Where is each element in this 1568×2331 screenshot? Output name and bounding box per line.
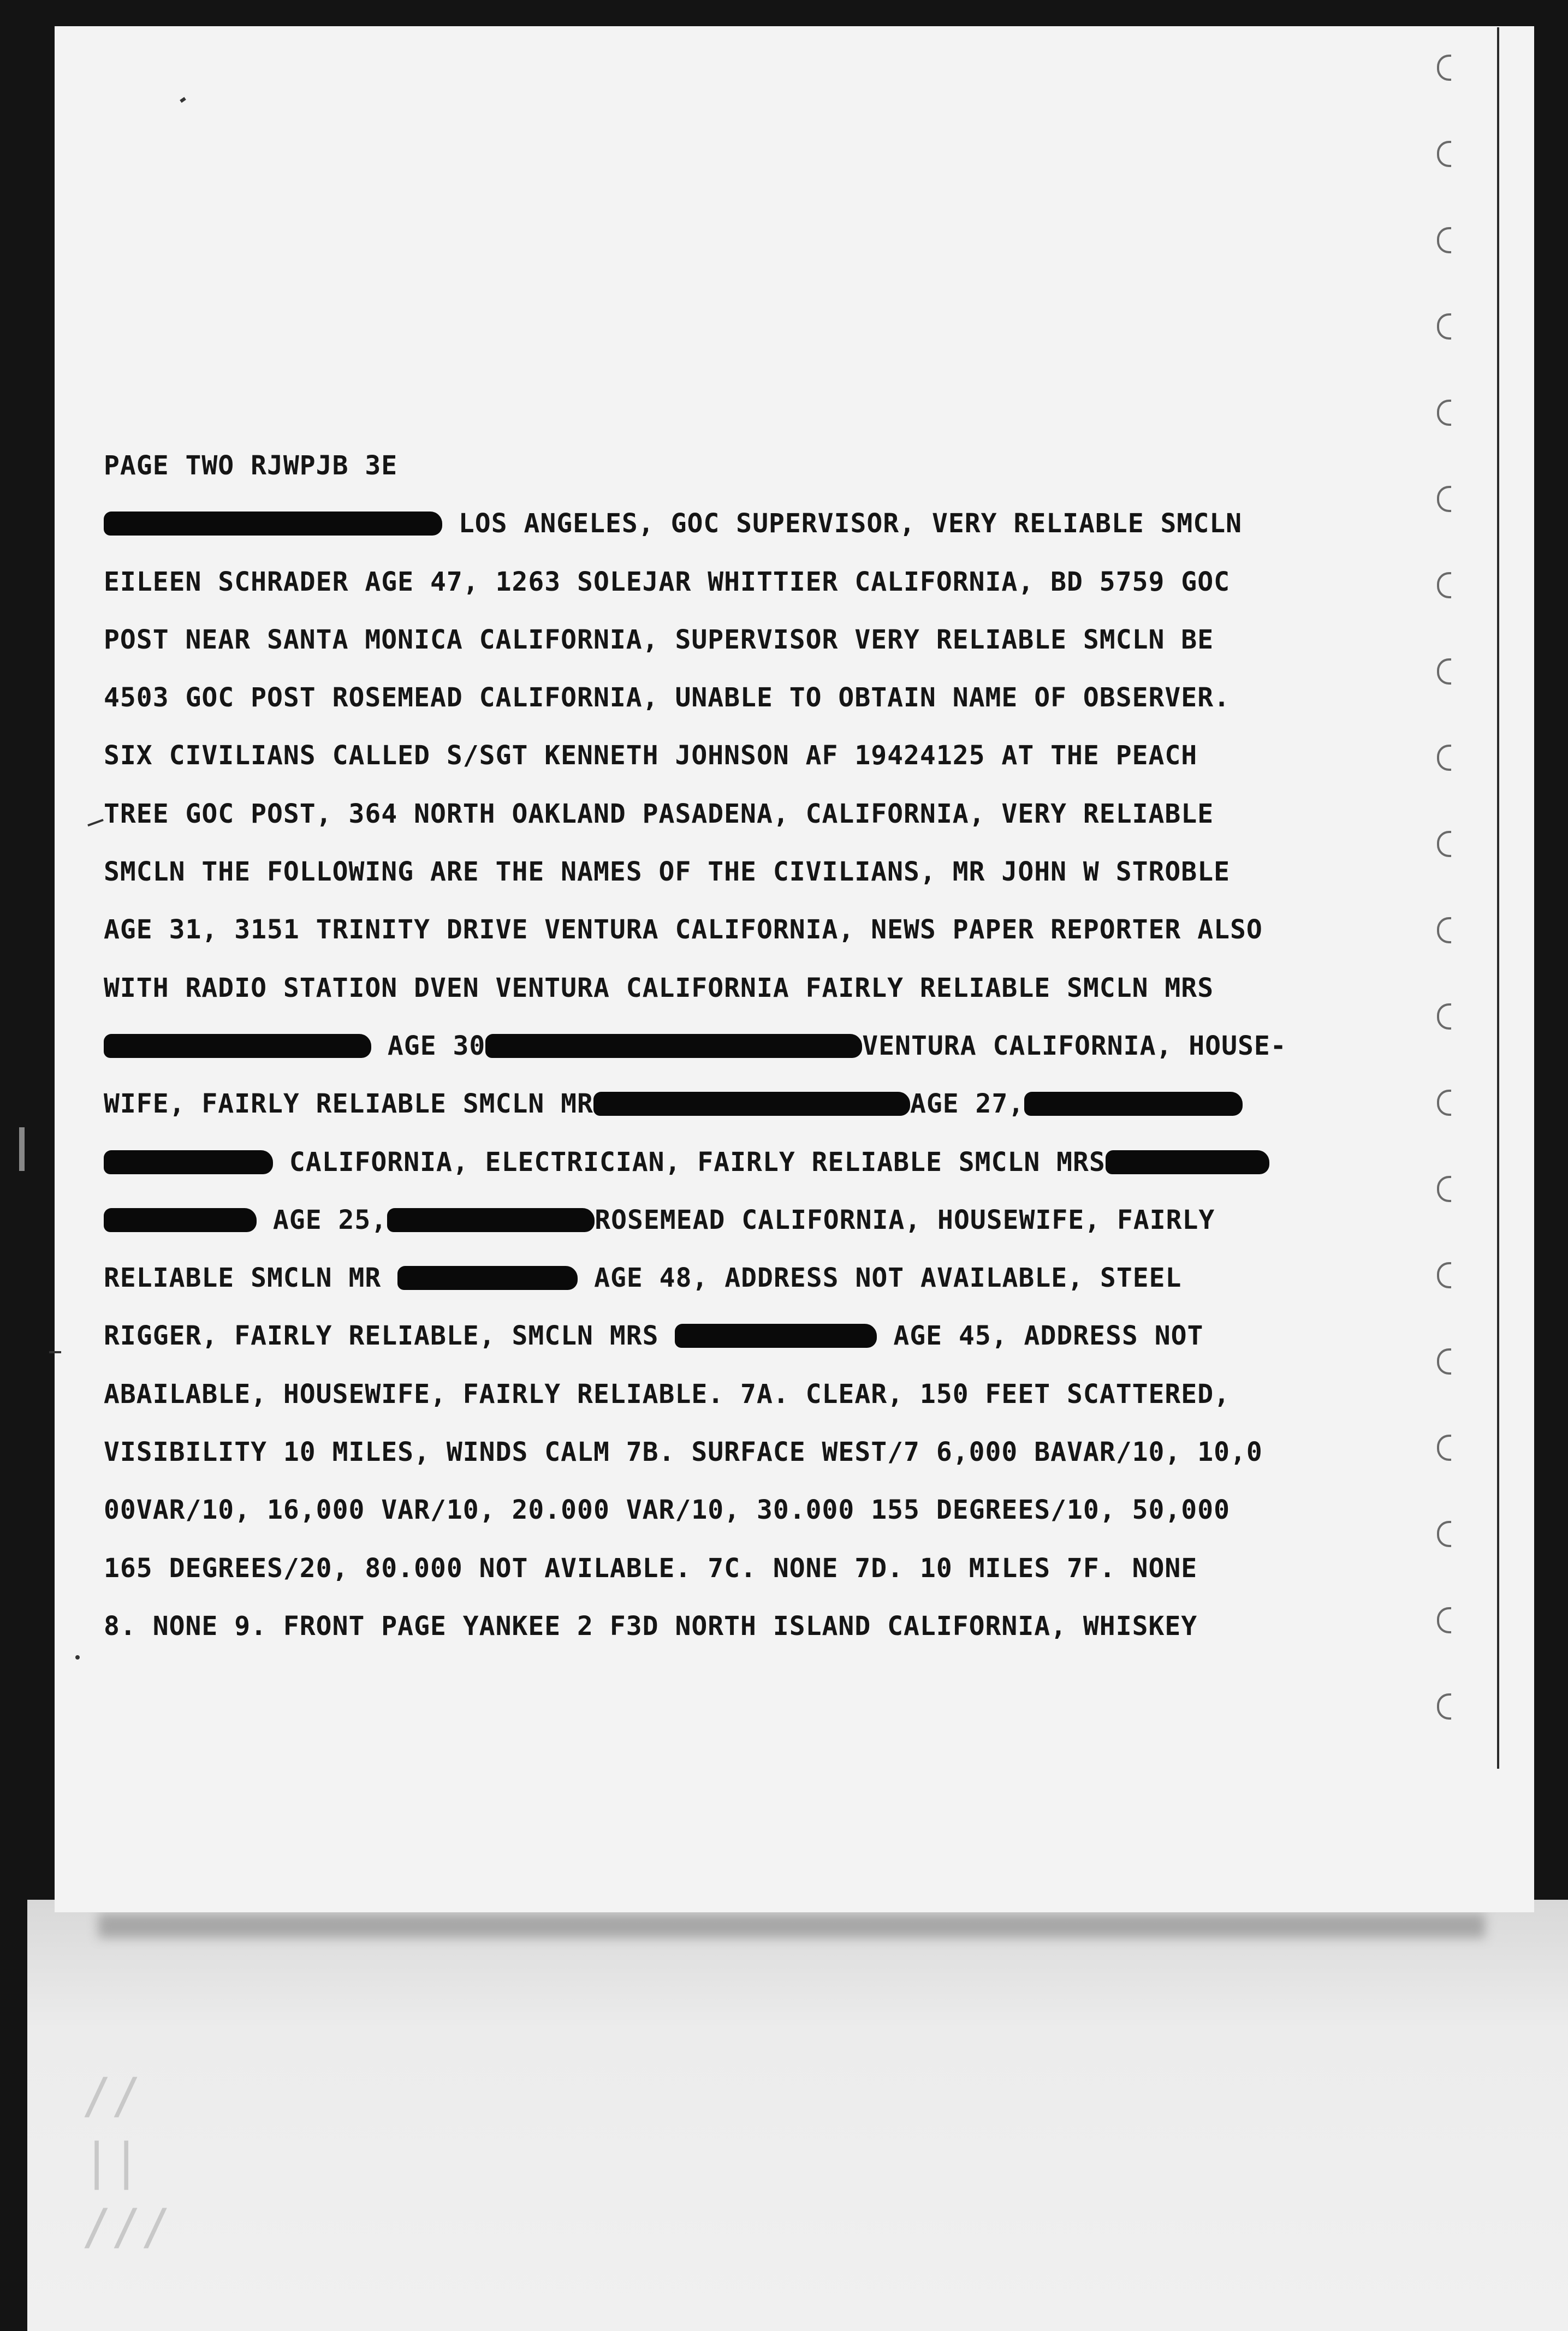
redaction-block (593, 1092, 910, 1116)
text-line (104, 1307, 1425, 1365)
sprocket-hole (1437, 658, 1451, 685)
teletype-body (104, 437, 1425, 1655)
page-edge-rule (1497, 27, 1499, 1769)
line-text: EILEEN SCHRADER AGE 47, 1263 SOLEJAR WHITTIER CALIFORNIA, BD 5759 GOC (104, 566, 1230, 597)
redaction-block (1024, 1092, 1243, 1116)
redaction-block (387, 1208, 595, 1232)
text-line (104, 959, 1425, 1017)
sprocket-hole (1437, 1521, 1451, 1547)
line-text: AGE 30 (371, 1030, 486, 1061)
text-line (104, 611, 1425, 669)
sprocket-hole (1437, 1003, 1451, 1030)
line-text: 00VAR/10, 16,000 VAR/10, 20.000 VAR/10, 30.000 155 DEGREES/10, 50,000 (104, 1495, 1230, 1526)
text-line (104, 1597, 1425, 1655)
line-text: 4503 GOC POST ROSEMEAD CALIFORNIA, UNABLE TO OBTAIN NAME OF OBSERVER. (104, 682, 1230, 713)
line-text: RIGGER, FAIRLY RELIABLE, SMCLN MRS (104, 1321, 675, 1352)
body-lines (104, 495, 1425, 1655)
stray-mark (19, 1127, 25, 1171)
redaction-block (1106, 1150, 1269, 1174)
text-line (104, 495, 1425, 552)
redaction-block (104, 1208, 257, 1232)
text-line (104, 669, 1425, 727)
text-line (104, 1249, 1425, 1307)
text-line (104, 901, 1425, 959)
text-line (104, 1423, 1425, 1481)
line-text: VENTURA CALIFORNIA, HOUSE- (862, 1030, 1287, 1061)
text-line (104, 785, 1425, 843)
text-line (104, 1075, 1425, 1133)
text-line (104, 1481, 1425, 1539)
text-line (104, 1133, 1425, 1191)
line-text: WIFE, FAIRLY RELIABLE SMCLN MR (104, 1089, 593, 1120)
text-line (104, 1017, 1425, 1075)
text-line (104, 1191, 1425, 1249)
sprocket-hole (1437, 1693, 1451, 1720)
text-line (104, 843, 1425, 901)
sprocket-hole (1437, 1607, 1451, 1633)
line-text: AGE 45, ADDRESS NOT (877, 1321, 1204, 1352)
line-text: TREE GOC POST, 364 NORTH OAKLAND PASADENA, CALIFORNIA, VERY RELIABLE (104, 798, 1214, 829)
sprocket-hole (1437, 1090, 1451, 1116)
sprocket-hole (1437, 1348, 1451, 1375)
line-text: ABAILABLE, HOUSEWIFE, FAIRLY RELIABLE. 7A. CLEAR, 150 FEET SCATTERED, (104, 1378, 1230, 1410)
line-text: CALIFORNIA, ELECTRICIAN, FAIRLY RELIABLE SMCLN MRS (273, 1146, 1106, 1178)
line-text: LOS ANGELES, GOC SUPERVISOR, VERY RELIABLE SMCLN (442, 508, 1243, 539)
sprocket-hole (1437, 1435, 1451, 1461)
redaction-block (675, 1324, 877, 1348)
text-line (104, 1365, 1425, 1423)
redaction-block (104, 1150, 273, 1174)
line-text: 8. NONE 9. FRONT PAGE YANKEE 2 F3D NORTH ISLAND CALIFORNIA, WHISKEY (104, 1610, 1198, 1642)
sprocket-hole (1437, 745, 1451, 771)
faint-pen-marks: // || /// (82, 2067, 171, 2256)
sprocket-holes (1437, 55, 1459, 1747)
redaction-block (104, 512, 442, 536)
sprocket-hole (1437, 313, 1451, 340)
lower-sheet-shadow (98, 1913, 1485, 1938)
line-text: AGE 25, (257, 1204, 388, 1235)
line-text: SIX CIVILIANS CALLED S/SGT KENNETH JOHNSON AF 19424125 AT THE PEACH (104, 740, 1198, 771)
line-text: 165 DEGREES/20, 80.000 NOT AVILABLE. 7C. NONE 7D. 10 MILES 7F. NONE (104, 1553, 1198, 1584)
line-text: POST NEAR SANTA MONICA CALIFORNIA, SUPERVISOR VERY RELIABLE SMCLN BE (104, 624, 1214, 655)
sprocket-hole (1437, 1262, 1451, 1288)
stray-mark (75, 1655, 80, 1660)
redaction-block (104, 1034, 371, 1058)
sprocket-hole (1437, 227, 1451, 253)
line-text: SMCLN THE FOLLOWING ARE THE NAMES OF THE CIVILIANS, MR JOHN W STROBLE (104, 857, 1230, 888)
text-line (104, 553, 1425, 611)
sprocket-hole (1437, 1176, 1451, 1202)
sprocket-hole (1437, 141, 1451, 167)
redaction-block (485, 1034, 862, 1058)
sprocket-hole (1437, 917, 1451, 943)
line-text: RELIABLE SMCLN MR (104, 1263, 398, 1294)
line-text: AGE 31, 3151 TRINITY DRIVE VENTURA CALIFORNIA, NEWS PAPER REPORTER ALSO (104, 914, 1263, 946)
line-text: WITH RADIO STATION DVEN VENTURA CALIFORNIA FAIRLY RELIABLE SMCLN MRS (104, 972, 1214, 1003)
sprocket-hole (1437, 831, 1451, 857)
line-text: VISIBILITY 10 MILES, WINDS CALM 7B. SURFACE WEST/7 6,000 BAVAR/10, 10,0 (104, 1437, 1263, 1468)
line-text: ROSEMEAD CALIFORNIA, HOUSEWIFE, FAIRLY (595, 1204, 1215, 1235)
line-text: AGE 48, ADDRESS NOT AVAILABLE, STEEL (578, 1263, 1182, 1294)
sprocket-hole (1437, 55, 1451, 81)
text-line (104, 1539, 1425, 1597)
line-text: AGE 27, (910, 1089, 1025, 1120)
lower-sheet (27, 1900, 1568, 2331)
text-line (104, 727, 1425, 784)
page-header: PAGE TWO RJWPJB 3E (104, 450, 398, 481)
redaction-block (397, 1266, 578, 1290)
stray-mark (49, 1351, 61, 1353)
